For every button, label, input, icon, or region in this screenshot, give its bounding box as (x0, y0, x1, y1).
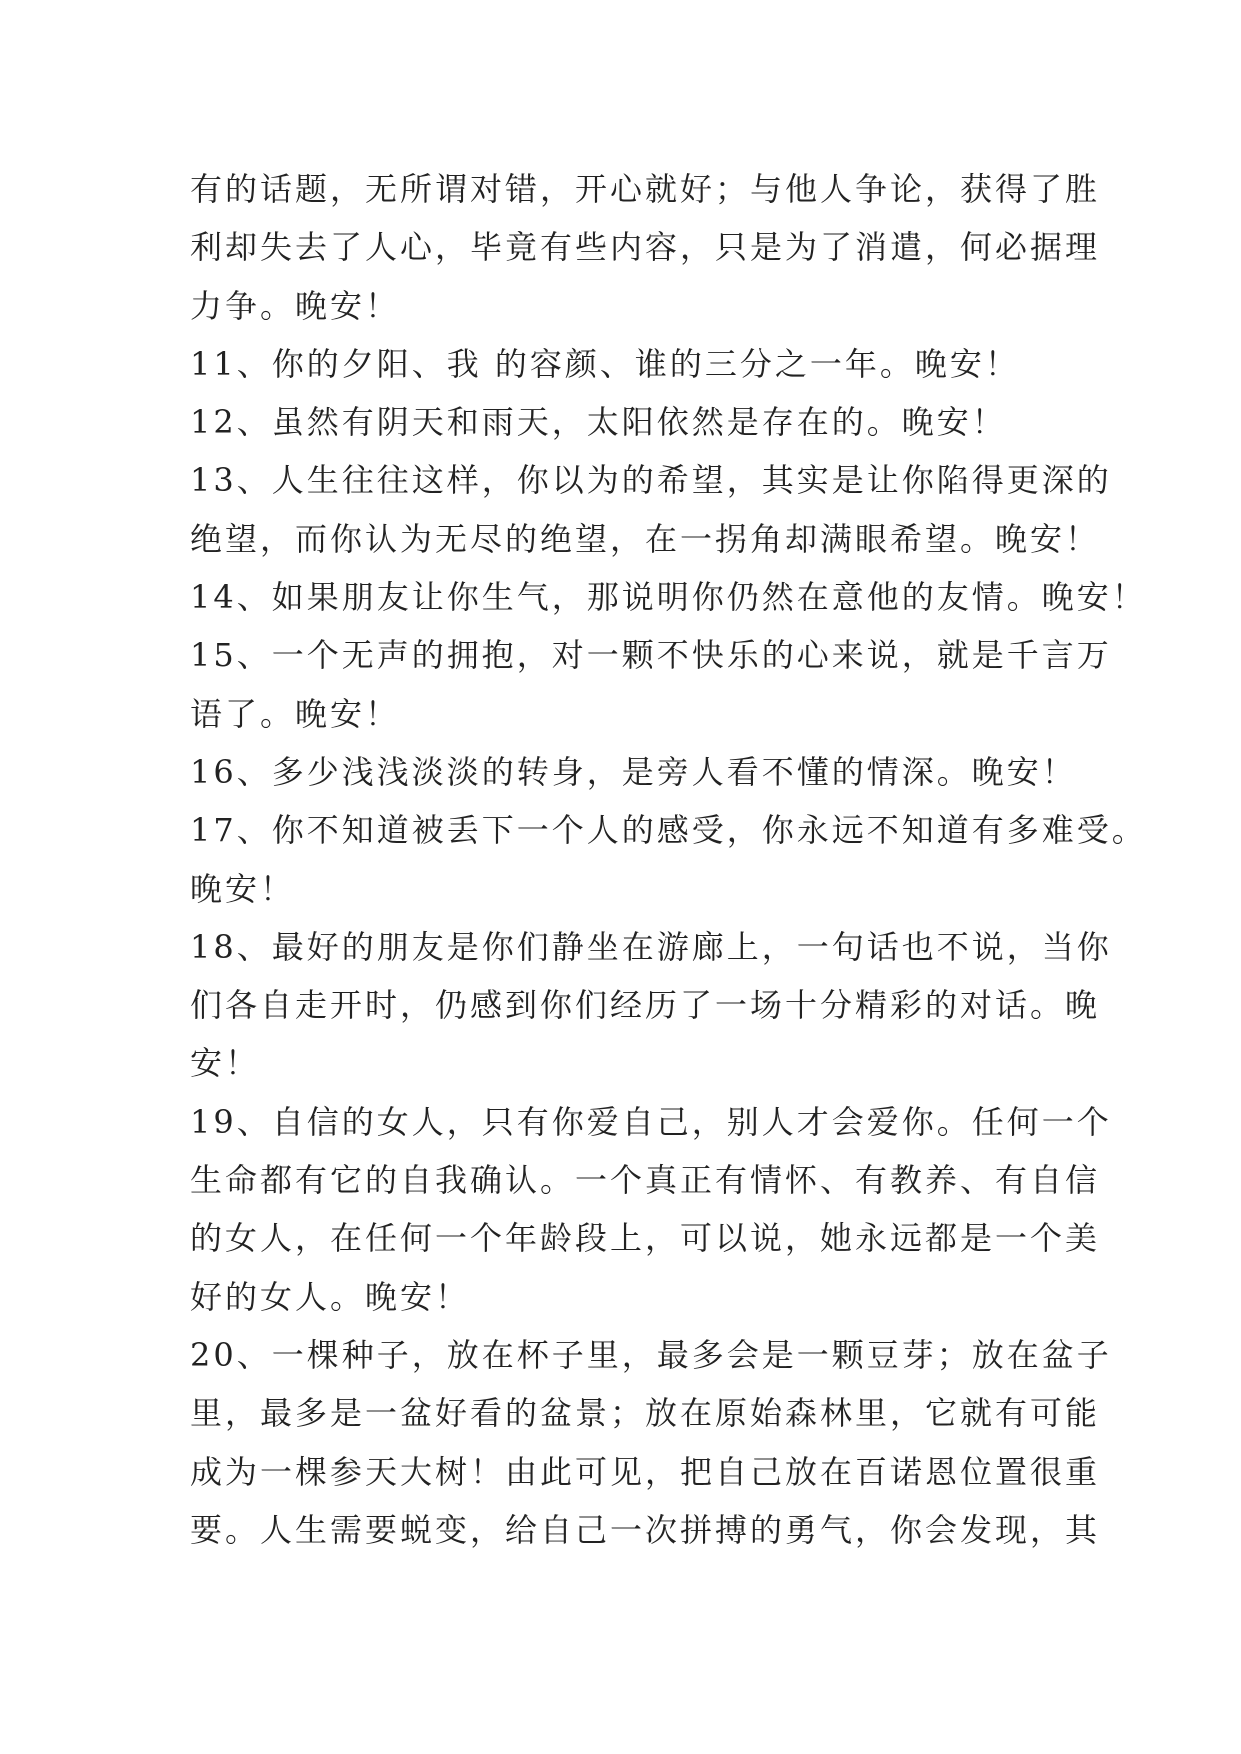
text-line: 绝望，而你认为无尽的绝望，在一拐角却满眼希望。晚安！ (190, 519, 1101, 558)
text-line: 力争。晚安！ (190, 286, 401, 325)
text-line: 16、多少浅浅淡淡的转身，是旁人看不懂的情深。晚安！ (190, 752, 1077, 791)
text-line: 利却失去了人心，毕竟有些内容，只是为了消遣，何必据理 (190, 228, 1101, 267)
text-line: 18、最好的朋友是你们静坐在游廊上，一句话也不说，当你 (190, 927, 1112, 966)
text-line: 晚安！ (190, 869, 296, 908)
text-line: 15、一个无声的拥抱，对一颗不快乐的心来说，就是千言万 (190, 636, 1112, 675)
text-line: 生命都有它的自我确认。一个真正有情怀、有教养、有自信 (190, 1161, 1101, 1200)
text-line: 19、自信的女人，只有你爱自己，别人才会爱你。任何一个 (190, 1102, 1112, 1141)
text-line: 有的话题，无所谓对错，开心就好；与他人争论，获得了胜 (190, 170, 1101, 208)
text-line: 语了。晚安！ (190, 694, 401, 733)
text-line: 里，最多是一盆好看的盆景；放在原始森林里，它就有可能 (190, 1394, 1101, 1433)
text-line: 要。人生需要蜕变，给自己一次拼搏的勇气，你会发现，其 (190, 1510, 1101, 1549)
text-line: 成为一棵参天大树！由此可见，把自己放在百诺恩位置很重 (190, 1452, 1101, 1491)
text-line: 13、人生往往这样，你以为的希望，其实是让你陷得更深的 (190, 461, 1112, 500)
text-line: 11、你的夕阳、我 的容颜、谁的三分之一年。晚安！ (190, 344, 1020, 383)
text-line: 20、一棵种子，放在杯子里，最多会是一颗豆芽；放在盆子 (190, 1335, 1112, 1374)
text-line: 好的女人。晚安！ (190, 1277, 471, 1316)
text-line: 12、虽然有阴天和雨天，太阳依然是存在的。晚安！ (190, 403, 1007, 442)
text-line: 安！ (190, 1044, 261, 1083)
text-line: 的女人，在任何一个年龄段上，可以说，她永远都是一个美 (190, 1219, 1101, 1258)
text-line: 14、如果朋友让你生气，那说明你仍然在意他的友情。晚安！ (190, 578, 1147, 617)
text-line: 们各自走开时，仍感到你们经历了一场十分精彩的对话。晚 (190, 986, 1101, 1025)
text-line: 17、你不知道被丢下一个人的感受，你永远不知道有多难受。 (190, 811, 1147, 850)
body-text (190, 160, 1147, 1559)
